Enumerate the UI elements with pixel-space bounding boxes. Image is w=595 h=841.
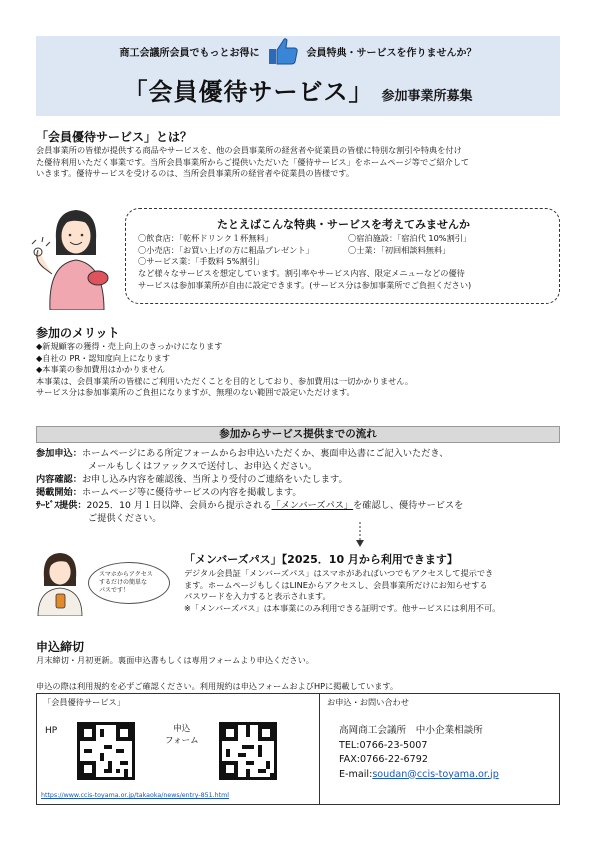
bubble-line: スマホからアクセス xyxy=(99,571,153,578)
flow-step-continued: メールもしくはファックスで送付し、お申込ください。 xyxy=(88,461,318,472)
contact-title: お申込・お問い合わせ xyxy=(327,697,409,707)
flow-heading-bar: 参加からサービス提供までの流れ xyxy=(36,426,560,443)
thumbs-up-icon xyxy=(266,36,300,66)
example-item: 〇小売店：「お買い上げの方に粗品プレゼント」 xyxy=(138,244,314,255)
merits-list xyxy=(36,341,560,399)
flow-step-continued: ご提供ください。 xyxy=(88,513,162,524)
about-line: 会員事業所の皆様が提供する商品やサービスを、他の会員事業所の経営者や従業員の皆様に特別な割引や特典を付け xyxy=(36,145,462,155)
about-line: いきます。優待サービスを受けるのは、当所会員事業所の経営者や従業員の皆様です。 xyxy=(36,168,355,178)
flow-step xyxy=(36,499,560,512)
org-name: 高岡商工会議所 中小企業相談所 xyxy=(339,725,483,736)
examples-note-line: など様々なサービスを想定しています。割引率やサービス内容、限定メニューなどの優待 xyxy=(138,268,465,278)
contact-info xyxy=(339,724,499,782)
table-divider xyxy=(319,694,320,804)
bubble-line: パスです！ xyxy=(99,587,130,594)
qr-code-icon[interactable] xyxy=(77,722,135,780)
email-row xyxy=(339,768,499,783)
flow-step-label: 内容確認： xyxy=(36,474,82,485)
flow-step xyxy=(36,486,560,499)
about-heading: 「会員優待サービス」とは？ xyxy=(36,130,193,144)
pass-line: ます。ホームページもしくはLINEからアクセスし、会員事業所だけにお知らせする xyxy=(184,579,488,590)
contact-table xyxy=(36,693,560,805)
example-item: 〇飲食店：「乾杯ドリンク１杯無料」 xyxy=(138,233,273,243)
flow-step xyxy=(36,473,560,486)
tagline-left: 商工会議所会員でもっとお得に xyxy=(119,48,260,59)
form-label-line: 申込 xyxy=(173,724,191,734)
members-pass-highlight: 「メンバーズパス」 xyxy=(271,500,354,511)
pass-line: デジタル会員証「メンバーズパス」はスマホがあればいつでもアクセスして提示でき xyxy=(184,568,494,578)
flow-step-text: 2025．10 月１日以降、会員から提示される xyxy=(86,500,272,511)
form-label-line: フォーム xyxy=(165,735,199,746)
examples-right-list xyxy=(348,233,553,256)
flow-step-text: ホームページにある所定フォームからお申込いただくか、裏面申込書にご記入いただき、 xyxy=(81,448,449,459)
terms-note: 申込の際は利用規約を必ずご確認ください。利用規約は申込フォームおよびHPに掲載しています。 xyxy=(36,681,399,691)
flow-steps xyxy=(36,447,560,525)
example-item: 〇士業：「初回相談料無料」 xyxy=(348,244,451,255)
fax-number: FAX:0766-22-6792 xyxy=(339,754,428,765)
header-banner xyxy=(36,36,560,116)
merit-line: 本事業は、会員事業所の皆様にご利用いただくことを目的としており、参加費用は一切かかりません。 xyxy=(36,375,414,386)
footer-left-title: 「会員優待サービス」 xyxy=(43,697,125,707)
arrow-down-icon xyxy=(354,522,366,548)
tel-number: TEL:0766-23-5007 xyxy=(339,739,428,751)
pass-note: ※「メンバーズパス」は本事業にのみ利用できる証明です。他サービスには利用不可。 xyxy=(184,602,501,613)
example-item: 〇サービス業：「手数料 5%割引」 xyxy=(138,256,265,266)
form-label xyxy=(165,724,199,747)
pass-line: パスワードを入力すると表示されます。 xyxy=(184,591,331,601)
about-text xyxy=(36,145,560,180)
woman-phone-illustration xyxy=(30,548,90,616)
hp-label: HP xyxy=(45,726,58,736)
merit-bullet: ◆自社の PR・認知度向上になります xyxy=(36,352,171,363)
page-title-row xyxy=(36,72,560,107)
qr-code-icon[interactable] xyxy=(219,722,277,780)
merit-bullet: ◆本事業の参加費用はかかりません xyxy=(36,364,166,374)
deadline-text: 月末締切・月初更新。裏面申込書もしくは専用フォームより申込ください。 xyxy=(36,655,314,665)
flow-step-text: を確認し、優待サービスを xyxy=(353,500,464,511)
speech-bubble xyxy=(88,562,170,604)
merit-bullet: ◆新規顧客の獲得・売上向上のきっかけになります xyxy=(36,341,223,351)
tagline-right: 会員特典・サービスを作りませんか？ xyxy=(306,48,477,59)
members-pass-text xyxy=(184,568,560,614)
examples-title: たとえばこんな特典・サービスを考えてみませんか xyxy=(217,218,470,231)
flow-step-label: 参加申込： xyxy=(36,448,82,459)
examples-note xyxy=(138,268,558,291)
woman-ok-illustration xyxy=(28,200,123,310)
bubble-line: するだけの簡単な xyxy=(99,579,148,586)
about-line: た優待利用いただく事業です。当所会員事業所からご提供いただいた「優待サービス」をホームページ等でご紹介して xyxy=(36,156,470,167)
merits-heading: 参加のメリット xyxy=(36,326,120,340)
example-item: 〇宿泊施設：「宿泊代 10%割引」 xyxy=(348,233,472,243)
page-subtitle: 参加事業所募集 xyxy=(381,89,473,104)
flow-step-label: ｻｰﾋﾞｽ提供： xyxy=(36,500,87,511)
deadline-heading: 申込締切 xyxy=(36,640,85,654)
examples-note-line: サービスは参加事業所が自由に設定できます。(サービス分は参加事業所でご負担ください) xyxy=(138,279,472,290)
examples-left-list xyxy=(138,233,358,268)
flow-step-text: お申し込み内容を確認後、当所より受付のご連絡をいたします。 xyxy=(81,474,348,485)
flow-step-text: ホームページ等に優待サービスの内容を掲載します。 xyxy=(81,487,302,498)
qr-code-hp xyxy=(80,725,132,777)
page-title: 「会員優待サービス」 xyxy=(123,78,374,106)
qr-code-form xyxy=(222,725,274,777)
merit-line: サービス分は参加事業所のご負担になりますが、無理のない範囲で設定いただけます。 xyxy=(36,387,355,397)
members-pass-title: 「メンバーズパス」【2025．10 月から利用できます】 xyxy=(184,553,458,566)
flow-step xyxy=(36,447,560,460)
email-link[interactable]: soudan@ccis-toyama.or.jp xyxy=(372,768,499,780)
examples-box xyxy=(125,208,560,304)
hp-url-link[interactable]: https://www.ccis-toyama.or.jp/takaoka/news/entry-851.html xyxy=(41,792,229,799)
flow-step-label: 掲載開始： xyxy=(36,487,82,498)
email-label: E-mail: xyxy=(339,768,373,780)
